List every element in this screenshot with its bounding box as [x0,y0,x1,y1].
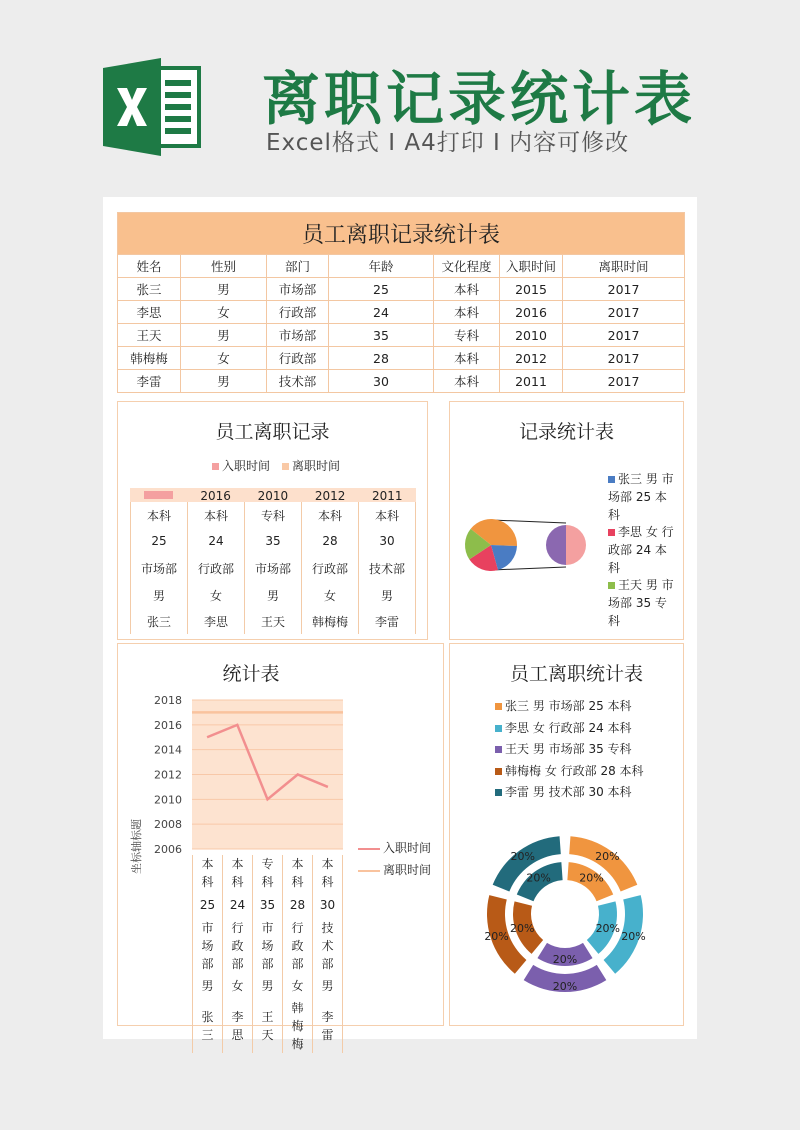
legend-item [495,783,632,800]
table-cell: 市场部 [267,278,329,301]
table-cell: 30 [329,370,434,393]
axis-label: 张三 [131,608,188,634]
axis-row [193,919,343,973]
table-cell: 行政部 [267,301,329,324]
table-cell: 2015 [500,278,563,301]
table-cell: 王天 [118,324,181,347]
table-caption: 员工离职记录统计表 [118,213,685,255]
data-label: 20% [484,930,509,944]
legend-item-leave [282,457,340,474]
axis-label: 24 [188,528,245,554]
legend-item-hire [358,839,431,856]
axis-label: 王天 [253,999,283,1053]
data-label: 20% [552,953,578,966]
page-title: 离职记录统计表 [262,65,697,133]
data-label: 20% [510,849,535,863]
axis-label: 25 [193,891,223,919]
legend-label: 韩梅梅 女 行政部 28 本科 [505,763,644,778]
legend-swatch-icon [495,725,502,732]
data-label: 20% [509,921,535,935]
axis-label: 李思 [188,608,245,634]
table-cell: 2017 [563,278,685,301]
axis-row [193,973,343,999]
secondary-pie-slice [566,525,586,565]
category-axis-table [192,855,343,1053]
axis-row [131,528,416,554]
data-label: 20% [579,871,604,885]
axis-label: 本科 [188,502,245,528]
column-header: 年龄 [329,255,434,278]
axis-label: 韩梅梅 [302,608,359,634]
legend-swatch-icon [608,476,615,483]
legend-item [608,576,678,630]
y-tick-label: 2012 [154,768,182,782]
legend-swatch-icon [282,463,289,470]
legend-line-icon [358,848,380,850]
table-cell: 李雷 [118,370,181,393]
axis-label: 行政部 [188,554,245,582]
axis-label: 本科 [131,502,188,528]
bar-data-label: 2016 [200,489,231,503]
axis-label: 技术部 [313,919,343,973]
axis-label: 市场部 [245,554,302,582]
bar-hire-zhangsan [144,491,173,499]
legend-item [608,523,678,577]
column-header: 入职时间 [500,255,563,278]
axis-label: 李思 [223,999,253,1053]
axis-label: 行政部 [302,554,359,582]
table-cell: 专科 [434,324,500,347]
table-cell: 男 [181,370,267,393]
legend-swatch-icon [495,789,502,796]
legend-swatch-icon [495,703,502,710]
chart-panel-statistics-line [117,643,444,1051]
axis-label: 男 [359,582,416,608]
axis-label: 女 [283,973,313,999]
legend-label: 张三 男 市场部 25 本科 [505,699,632,713]
axis-label: 女 [302,582,359,608]
y-tick-label: 2016 [154,718,182,732]
axis-label: 专科 [245,502,302,528]
legend-line-icon [358,870,380,872]
resignation-table [117,212,685,393]
table-cell: 2017 [563,370,685,393]
column-header: 部门 [267,255,329,278]
axis-label: 28 [283,891,313,919]
excel-logo-icon [103,58,203,156]
column-header: 文化程度 [434,255,500,278]
bar-data-label: 2010 [257,489,289,503]
axis-label: 专科 [253,855,283,891]
table-cell: 本科 [434,347,500,370]
table-row [118,370,685,393]
doughnut-chart [475,824,655,1004]
table-cell: 技术部 [267,370,329,393]
data-label: 20% [595,849,620,863]
table-cell: 女 [181,347,267,370]
column-header: 离职时间 [563,255,685,278]
axis-label: 李雷 [313,999,343,1053]
legend-swatch-icon [495,746,502,753]
table-cell: 韩梅梅 [118,347,181,370]
axis-label: 张三 [193,999,223,1053]
legend-swatch-icon [608,529,615,536]
axis-label: 行政部 [223,919,253,973]
table-cell: 2011 [500,370,563,393]
legend-item [495,740,632,757]
table-row [118,347,685,370]
category-axis-table [130,502,416,634]
axis-label: 35 [253,891,283,919]
table-row [118,301,685,324]
bar-data-label: 2011 [372,489,403,503]
axis-label: 30 [359,528,416,554]
y-tick-label: 2010 [154,793,182,807]
axis-label: 男 [313,973,343,999]
legend-swatch-icon [495,768,502,775]
bar-of-pie-chart [458,510,593,580]
legend-item-leave [358,861,431,878]
table-cell: 2016 [500,301,563,324]
axis-row [131,554,416,582]
table-cell: 男 [181,324,267,347]
axis-label: 韩梅梅 [283,999,313,1053]
axis-label: 本科 [302,502,359,528]
legend-label: 李思 女 行政部 24 本科 [505,720,632,735]
axis-label: 本科 [359,502,416,528]
axis-row [193,855,343,891]
legend-label: 张三 男 市场部 25 本科 [608,472,674,522]
axis-label: 35 [245,528,302,554]
column-header: 性别 [181,255,267,278]
data-label: 20% [526,871,551,885]
table-cell: 张三 [118,278,181,301]
axis-label: 本科 [223,855,253,891]
bar-data-label: 2012 [314,489,346,503]
axis-label: 女 [223,973,253,999]
y-tick-label: 2014 [154,743,182,757]
legend-label: 李雷 男 技术部 30 本科 [505,785,632,799]
legend-label: 李思 女 行政部 24 本科 [608,525,674,575]
legend-item [495,719,632,736]
legend-label: 离职时间 [383,863,432,877]
table-cell: 2017 [563,301,685,324]
legend-item [495,697,632,714]
legend-item-hire [212,457,270,474]
legend-label: 王天 男 市场部 35 专科 [608,578,674,628]
axis-label: 男 [245,582,302,608]
table-cell: 本科 [434,370,500,393]
table-cell: 2010 [500,324,563,347]
table-row [118,278,685,301]
chart-panel-doughnut [449,643,684,1026]
axis-label: 女 [188,582,245,608]
table-cell: 2012 [500,347,563,370]
axis-label: 24 [223,891,253,919]
y-tick-label: 2006 [154,843,182,856]
table-cell: 行政部 [267,347,329,370]
axis-row [193,891,343,919]
legend-item [608,470,678,524]
axis-label: 本科 [283,855,313,891]
table-cell: 24 [329,301,434,324]
y-tick-label: 2008 [154,818,182,832]
legend-label: 离职时间 [292,459,341,473]
axis-label: 男 [131,582,188,608]
table-cell: 市场部 [267,324,329,347]
legend-label: 入职时间 [222,459,271,473]
table-cell: 25 [329,278,434,301]
table-cell: 本科 [434,301,500,324]
axis-label: 男 [193,973,223,999]
chart-panel-record-summary [449,401,684,640]
table-header-row [118,255,685,278]
secondary-pie-slice [546,525,566,565]
table-cell: 28 [329,347,434,370]
y-tick-label: 2018 [154,694,182,707]
axis-row [131,502,416,528]
table-cell: 女 [181,301,267,324]
axis-label: 本科 [193,855,223,891]
data-label: 20% [552,980,578,993]
axis-label: 行政部 [283,919,313,973]
axis-label: 市场部 [193,919,223,973]
legend-swatch-icon [212,463,219,470]
legend-label: 入职时间 [383,841,432,855]
axis-label: 28 [302,528,359,554]
axis-label: 技术部 [359,554,416,582]
axis-label: 李雷 [359,608,416,634]
axis-row [131,608,416,634]
chart-title: 统计表 [222,663,280,685]
data-label: 20% [621,930,646,944]
legend-label: 王天 男 市场部 35 专科 [505,742,632,756]
table-cell: 李思 [118,301,181,324]
chart-title: 员工离职记录 [215,421,330,443]
table-cell: 本科 [434,278,500,301]
axis-label: 本科 [313,855,343,891]
y-axis-title: 坐标轴标题 [130,819,143,874]
legend-item [495,762,644,779]
axis-row [193,999,343,1053]
table-row [118,324,685,347]
chart-title: 记录统计表 [518,421,614,443]
table-cell: 男 [181,278,267,301]
table-cell: 2017 [563,347,685,370]
data-label: 20% [595,921,621,935]
chart-title: 员工离职统计表 [510,663,644,685]
axis-label: 市场部 [131,554,188,582]
page-subtitle: Excel格式 I A4打印 I 内容可修改 [266,130,630,156]
table-cell: 35 [329,324,434,347]
axis-label: 王天 [245,608,302,634]
column-header: 姓名 [118,255,181,278]
axis-label: 25 [131,528,188,554]
axis-label: 男 [253,973,283,999]
axis-label: 市场部 [253,919,283,973]
axis-label: 30 [313,891,343,919]
axis-row [131,582,416,608]
legend-swatch-icon [608,582,615,589]
table-cell: 2017 [563,324,685,347]
chart-panel-employee-records [117,401,428,640]
